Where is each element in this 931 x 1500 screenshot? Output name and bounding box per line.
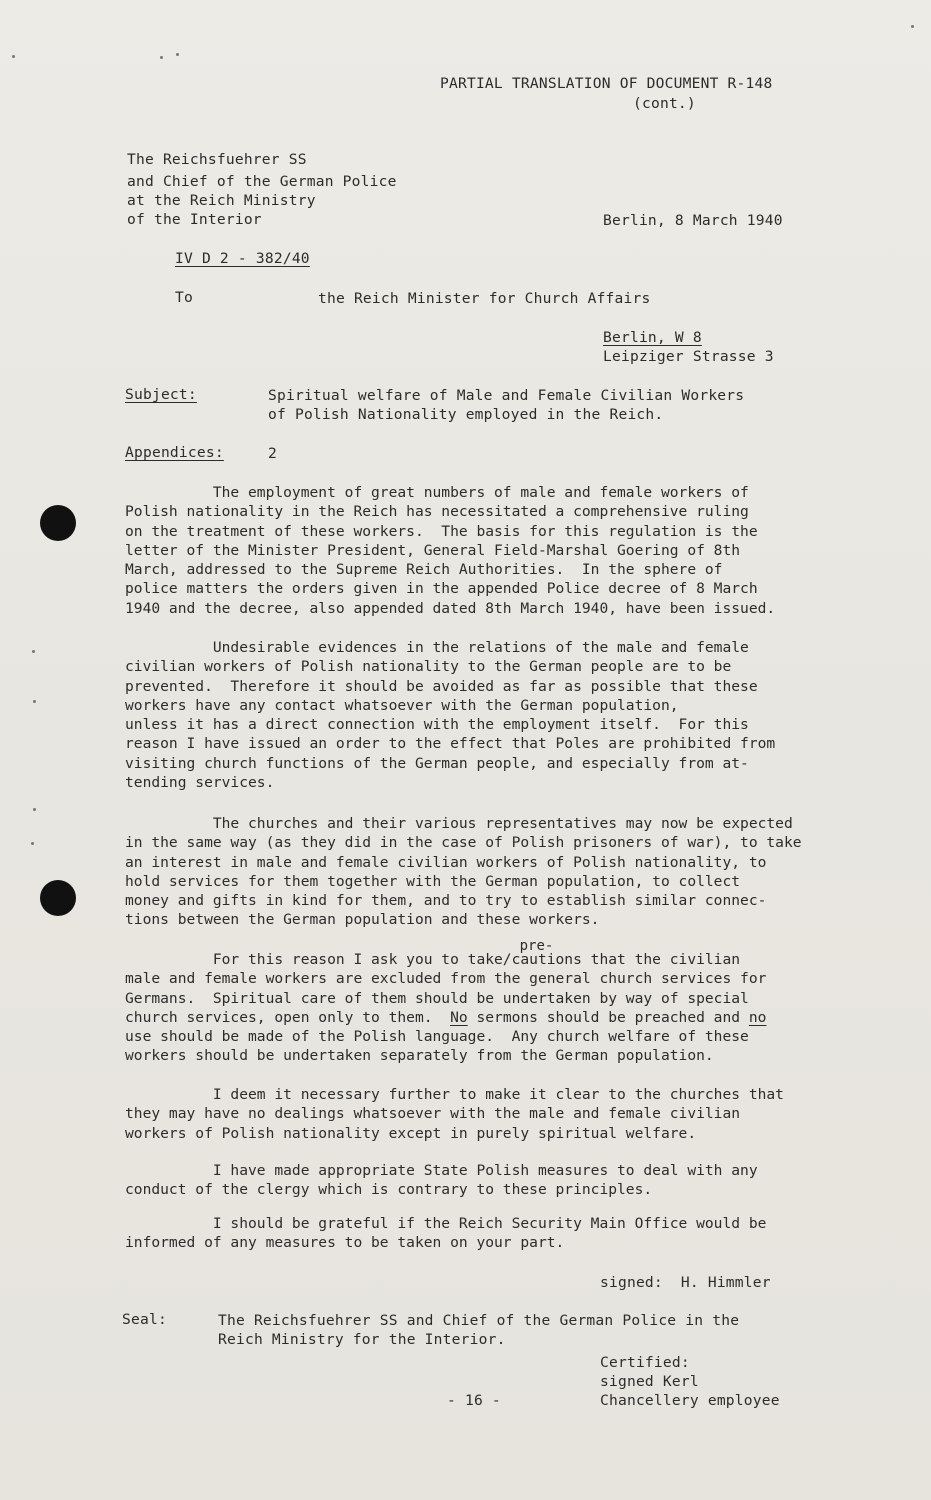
seal-label: Seal: (122, 1311, 167, 1328)
speck (31, 842, 34, 845)
sender-line: at the Reich Ministry (127, 192, 316, 209)
text-fragment: cautions (511, 951, 582, 968)
paragraph-1 (125, 483, 855, 618)
document-title-cont: (cont.) (633, 95, 696, 112)
speck (33, 700, 36, 703)
paragraph-6 (125, 1161, 855, 1200)
text-line: tions between the German population and these workers. (125, 911, 600, 929)
text-line (125, 1008, 855, 1027)
text-line: police matters the orders given in the appended Police decree of 8 March (125, 580, 758, 598)
text-line: on the treatment of these workers. The basis for this regulation is the (125, 522, 758, 540)
reference-number: IV D 2 - 382/40 (175, 250, 310, 267)
appendices-label: Appendices: (125, 444, 224, 461)
text-fragment: church services, open only to them. (125, 1008, 451, 1026)
text-line: workers have any contact whatsoever with the German population, (125, 696, 679, 714)
text-line: hold services for them together with the German population, to collect (125, 872, 741, 890)
punch-hole-bottom (40, 880, 76, 916)
certified-role: Chancellery employee (600, 1392, 780, 1409)
subject-line2: of Polish Nationality employed in the Reich. (268, 406, 664, 423)
text-line: money and gifts in kind for them, and to try to establish similar connec- (125, 892, 767, 910)
recipient: the Reich Minister for Church Affairs (318, 290, 651, 307)
text-line: civilian workers of Polish nationality to the German people are to be (125, 658, 732, 676)
text-line: tending services. (125, 774, 275, 792)
text-line: The employment of great numbers of male and female workers of (125, 484, 749, 501)
page-number: - 16 - (447, 1392, 501, 1409)
paragraph-7 (125, 1214, 855, 1253)
speck (32, 650, 35, 653)
speck (176, 53, 179, 56)
emphasis-no: no (748, 1008, 767, 1026)
text-line: I have made appropriate State Polish measures to deal with any (125, 1162, 758, 1179)
sender-line: and Chief of the German Police (127, 173, 397, 190)
paragraph-4 (125, 938, 855, 1066)
certified-label: Certified: (600, 1354, 690, 1371)
speck (160, 56, 163, 59)
text-line: Undesirable evidences in the relations of the male and female (125, 639, 749, 656)
sender-line: of the Interior (127, 211, 262, 228)
text-fragment: sermons should be preached and (467, 1008, 749, 1026)
certified-signed: signed Kerl (600, 1373, 699, 1390)
signature: signed: H. Himmler (600, 1274, 771, 1291)
subject-line1: Spiritual welfare of Male and Female Civilian Workers (268, 387, 745, 404)
text-line: in the same way (as they did in the case of Polish prisoners of war), to take (125, 834, 802, 852)
address-line2: Leipziger Strasse 3 (603, 348, 774, 365)
seal-text-line2: Reich Ministry for the Interior. (218, 1331, 506, 1348)
speck (33, 808, 36, 811)
text-line: unless it has a direct connection with the employment itself. For this (125, 716, 749, 734)
document-title: PARTIAL TRANSLATION OF DOCUMENT R-148 (440, 75, 773, 92)
text-line: March, addressed to the Supreme Reich Authorities. In the sphere of (125, 561, 723, 579)
address-line1: Berlin, W 8 (603, 329, 702, 346)
paragraph-2 (125, 638, 855, 792)
text-line: The churches and their various representatives may now be expected (125, 815, 793, 832)
seal-text-line1: The Reichsfuehrer SS and Chief of the German Police in the (218, 1312, 740, 1329)
text-line: Germans. Spiritual care of them should be undertaken by way of special (125, 989, 749, 1007)
text-line: reason I have issued an order to the effect that Poles are prohibited from (125, 735, 776, 753)
text-line: 1940 and the decree, also appended dated 8th March 1940, have been issued. (125, 599, 776, 617)
emphasis-no: No (450, 1008, 468, 1026)
text-line: workers of Polish nationality except in purely spiritual welfare. (125, 1124, 697, 1142)
text-line: informed of any measures to be taken on your part. (125, 1234, 565, 1252)
sender-line: The Reichsfuehrer SS (127, 151, 307, 168)
correction-insert (511, 938, 582, 968)
speck (911, 25, 914, 28)
paragraph-5 (125, 1085, 855, 1143)
subject-label: Subject: (125, 386, 197, 403)
text-line: I should be grateful if the Reich Security Main Office would be (125, 1215, 767, 1232)
text-line: they may have no dealings whatsoever with the male and female civilian (125, 1105, 741, 1123)
to-label: To (175, 289, 193, 306)
text-line: workers should be undertaken separately from the German population. (125, 1047, 714, 1065)
text-line: Polish nationality in the Reich has necessitated a comprehensive ruling (125, 503, 749, 521)
text-line: visiting church functions of the German people, and especially from at- (125, 754, 749, 772)
text-line: I deem it necessary further to make it clear to the churches that (125, 1086, 784, 1103)
text-line: letter of the Minister President, General Field-Marshal Goering of 8th (125, 541, 741, 559)
text-line: use should be made of the Polish language. Any church welfare of these (125, 1028, 749, 1046)
punch-hole-top (40, 505, 76, 541)
text-line: an interest in male and female civilian workers of Polish nationality, to (125, 853, 767, 871)
text-fragment: For this reason I ask you to take/ (125, 951, 512, 968)
text-fragment: that the civilian (581, 951, 741, 968)
place-date: Berlin, 8 March 1940 (603, 212, 783, 229)
text-line: conduct of the clergy which is contrary to these principles. (125, 1181, 653, 1199)
paragraph-3 (125, 814, 855, 930)
appendices-value: 2 (268, 445, 277, 462)
speck (12, 55, 15, 58)
text-line: prevented. Therefore it should be avoided as far as possible that these (125, 677, 758, 695)
inserted-pre: pre- (519, 938, 554, 954)
text-line: male and female workers are excluded from the general church services for (125, 970, 767, 988)
text-line (125, 938, 855, 969)
